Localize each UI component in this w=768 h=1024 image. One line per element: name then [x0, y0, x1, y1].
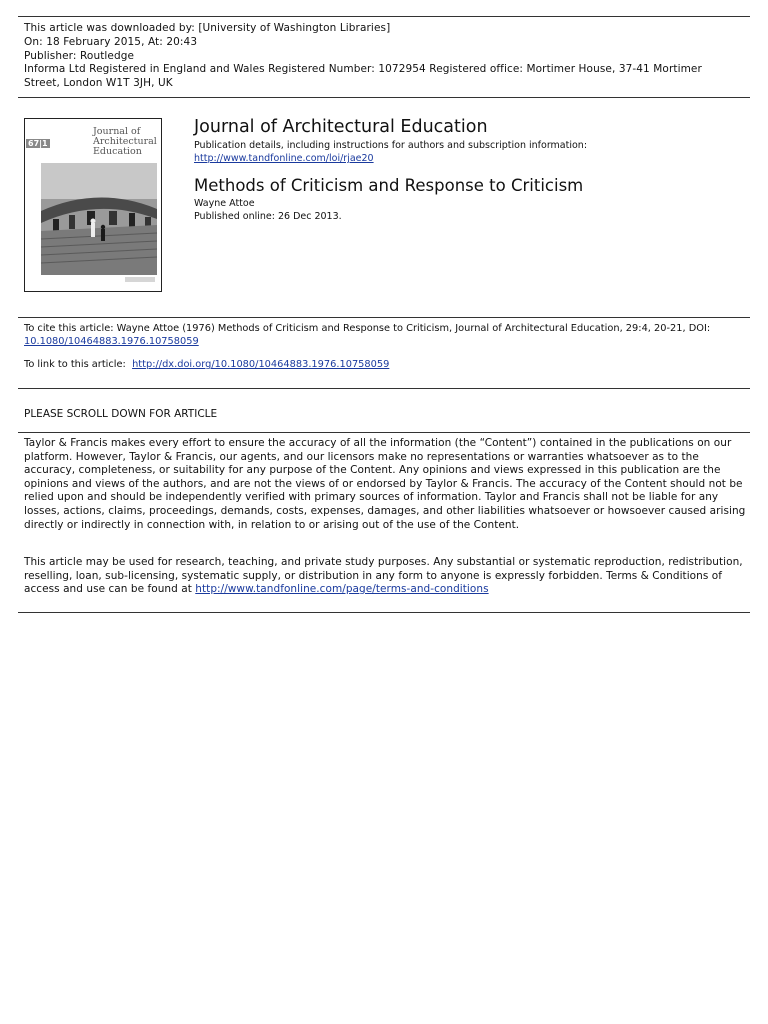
journal-link[interactable]: http://www.tandfonline.com/loi/rjae20 [194, 153, 374, 164]
download-line: This article was downloaded by: [University of Washington Libraries] [24, 22, 391, 34]
article-title: Methods of Criticism and Response to Criticism [194, 176, 584, 195]
citation-text: To cite this article: Wayne Attoe (1976) Methods of Criticism and Response to Criticism, Journal of Architectural Education, 29:4, 20-21, DOI: [24, 323, 711, 334]
download-info [24, 22, 750, 91]
header-rule [18, 97, 750, 98]
article-author: Wayne Attoe [194, 198, 255, 209]
bottom-rule [18, 612, 750, 613]
usage-text: This article may be used for research, teaching, and private study purposes. Any substantial or systematic reproduction, redistribution, reselling, loan, sub-licensing, systematic supply, or distribution in any form to anyone is expressly forbidden. Terms & Conditions of access and use can be found at [24, 556, 743, 596]
article-link-label: To link to this article: [24, 359, 126, 370]
cover-issue-number: 67|1 [28, 139, 48, 148]
citation-rule [18, 388, 750, 389]
registration-address: Street, London W1T 3JH, UK [24, 77, 173, 90]
usage-paragraph [24, 556, 746, 597]
registration: Informa Ltd Registered in England and Wales Registered Number: 1072954 Registered office: Mortimer House, 37-41 Mortimer [24, 63, 702, 76]
article-link[interactable]: http://dx.doi.org/10.1080/10464883.1976.10758059 [132, 359, 390, 370]
journal-cover-image [24, 118, 162, 292]
terms-link[interactable]: http://www.tandfonline.com/page/terms-and-conditions [195, 583, 489, 596]
download-date: On: 18 February 2015, At: 20:43 [24, 35, 198, 48]
article-link-row [24, 359, 750, 372]
journal-link-row [194, 153, 750, 165]
publisher: Publisher: Routledge [24, 49, 135, 62]
disclaimer-paragraph: Taylor & Francis makes every effort to ensure the accuracy of all the information (the “Content”) contained in the publications on our platform. However, Taylor & Francis, our agents, and our licensors make no representations or warranties whatsoever as to the accuracy, completeness, or suitability for any purpose of the Content. Any opinions and views expressed in this publication are the opinions and views of the authors, and are not the views of or endorsed by Taylor & Francis. The accuracy of the Content should not be relied upon and should be independently verified with primary sources of information. Taylor and Francis shall not be liable for any losses, actions, claims, proceedings, demands, costs, expenses, damages, and other liabilities whatsoever or howsoever caused arising directly or indirectly in connection with, in relation to or arising out of the use of the Content. [24, 437, 746, 531]
publication-details: Publication details, including instructions for authors and subscription information: [194, 140, 588, 151]
cover-title: Journal of Architectural Education [93, 126, 157, 157]
journal-title: Journal of Architectural Education [194, 117, 488, 137]
cover-rule [18, 317, 750, 318]
citation-doi-link[interactable]: 10.1080/10464883.1976.10758059 [24, 335, 199, 347]
published-date: Published online: 26 Dec 2013. [194, 211, 342, 222]
citation [24, 323, 750, 348]
notice-rule [18, 432, 750, 433]
top-rule [18, 16, 750, 17]
scroll-notice: PLEASE SCROLL DOWN FOR ARTICLE [24, 408, 218, 420]
